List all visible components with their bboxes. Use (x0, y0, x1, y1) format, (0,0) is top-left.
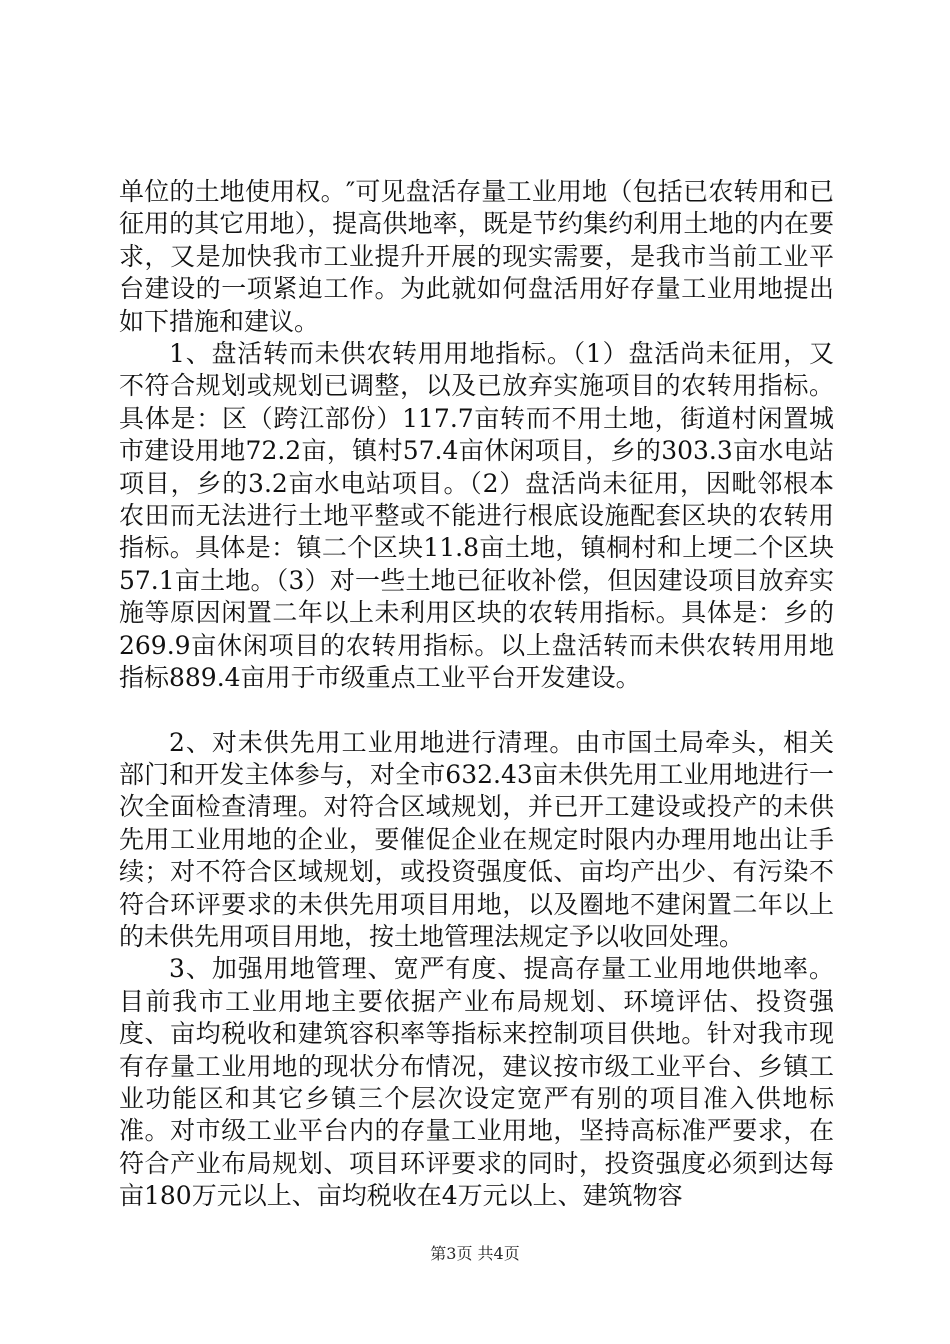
document-body (119, 176, 834, 1213)
page-number-footer: 第3页 共4页 (430, 1244, 520, 1263)
paragraph-item-2: 2、对未供先用工业用地进行清理。由市国土局牵头，相关部门和开发主体参与，对全市632.43亩未供先用工业用地进行一次全面检查清理。对符合区域规划，并已开工建设或投产的未供先用工业用地的企业，要催促企业在规定时限内办理用地出让手续；对不符合区域规划，或投资强度低、亩均产出少、有污染不符合环评要求的未供先用项目用地，以及圈地不建闲置二年以上的未供先用项目用地，按土地管理法规定予以收回处理。 (119, 727, 834, 951)
paragraph-item-1: 1、盘活转而未供农转用用地指标。（1）盘活尚未征用，又不符合规划或规划已调整，以及已放弃实施项目的农转用指标。具体是：区（跨江部份）117.7亩转而不用土地，街道村闲置城市建设用地72.2亩，镇村57.4亩休闲项目，乡的303.3亩水电站项目，乡的3.2亩水电站项目。（2）盘活尚未征用，因毗邻根本农田而无法进行土地平整或不能进行根底设施配套区块的农转用指标。具体是：镇二个区块11.8亩土地，镇桐村和上埂二个区块57.1亩土地。（3）对一些土地已征收补偿，但因建设项目放弃实施等原因闲置二年以上未利用区块的农转用指标。具体是：乡的269.9亩休闲项目的农转用指标。以上盘活转而未供农转用用地指标889.4亩用于市级重点工业平台开发建设。 (119, 339, 834, 693)
paragraph-intro: 单位的土地使用权。″可见盘活存量工业用地（包括已农转用和已征用的其它用地），提高供地率，既是节约集约利用土地的内在要求，又是加快我市工业提升开展的现实需要，是我市当前工业平台建设的一项紧迫工作。为此就如何盘活用好存量工业用地提出如下措施和建议。 (119, 177, 834, 336)
paragraph-item-3: 3、加强用地管理、宽严有度、提高存量工业用地供地率。目前我市工业用地主要依据产业布局规划、环境评估、投资强度、亩均税收和建筑容积率等指标来控制项目供地。针对我市现有存量工业用地的现状分布情况，建议按市级工业平台、乡镇工业功能区和其它乡镇三个层次设定宽严有别的项目准入供地标准。对市级工业平台内的存量工业用地，坚持高标准严要求，在符合产业布局规划、项目环评要求的同时，投资强度必须到达每亩180万元以上、亩均税收在4万元以上、建筑物容 (119, 954, 834, 1211)
